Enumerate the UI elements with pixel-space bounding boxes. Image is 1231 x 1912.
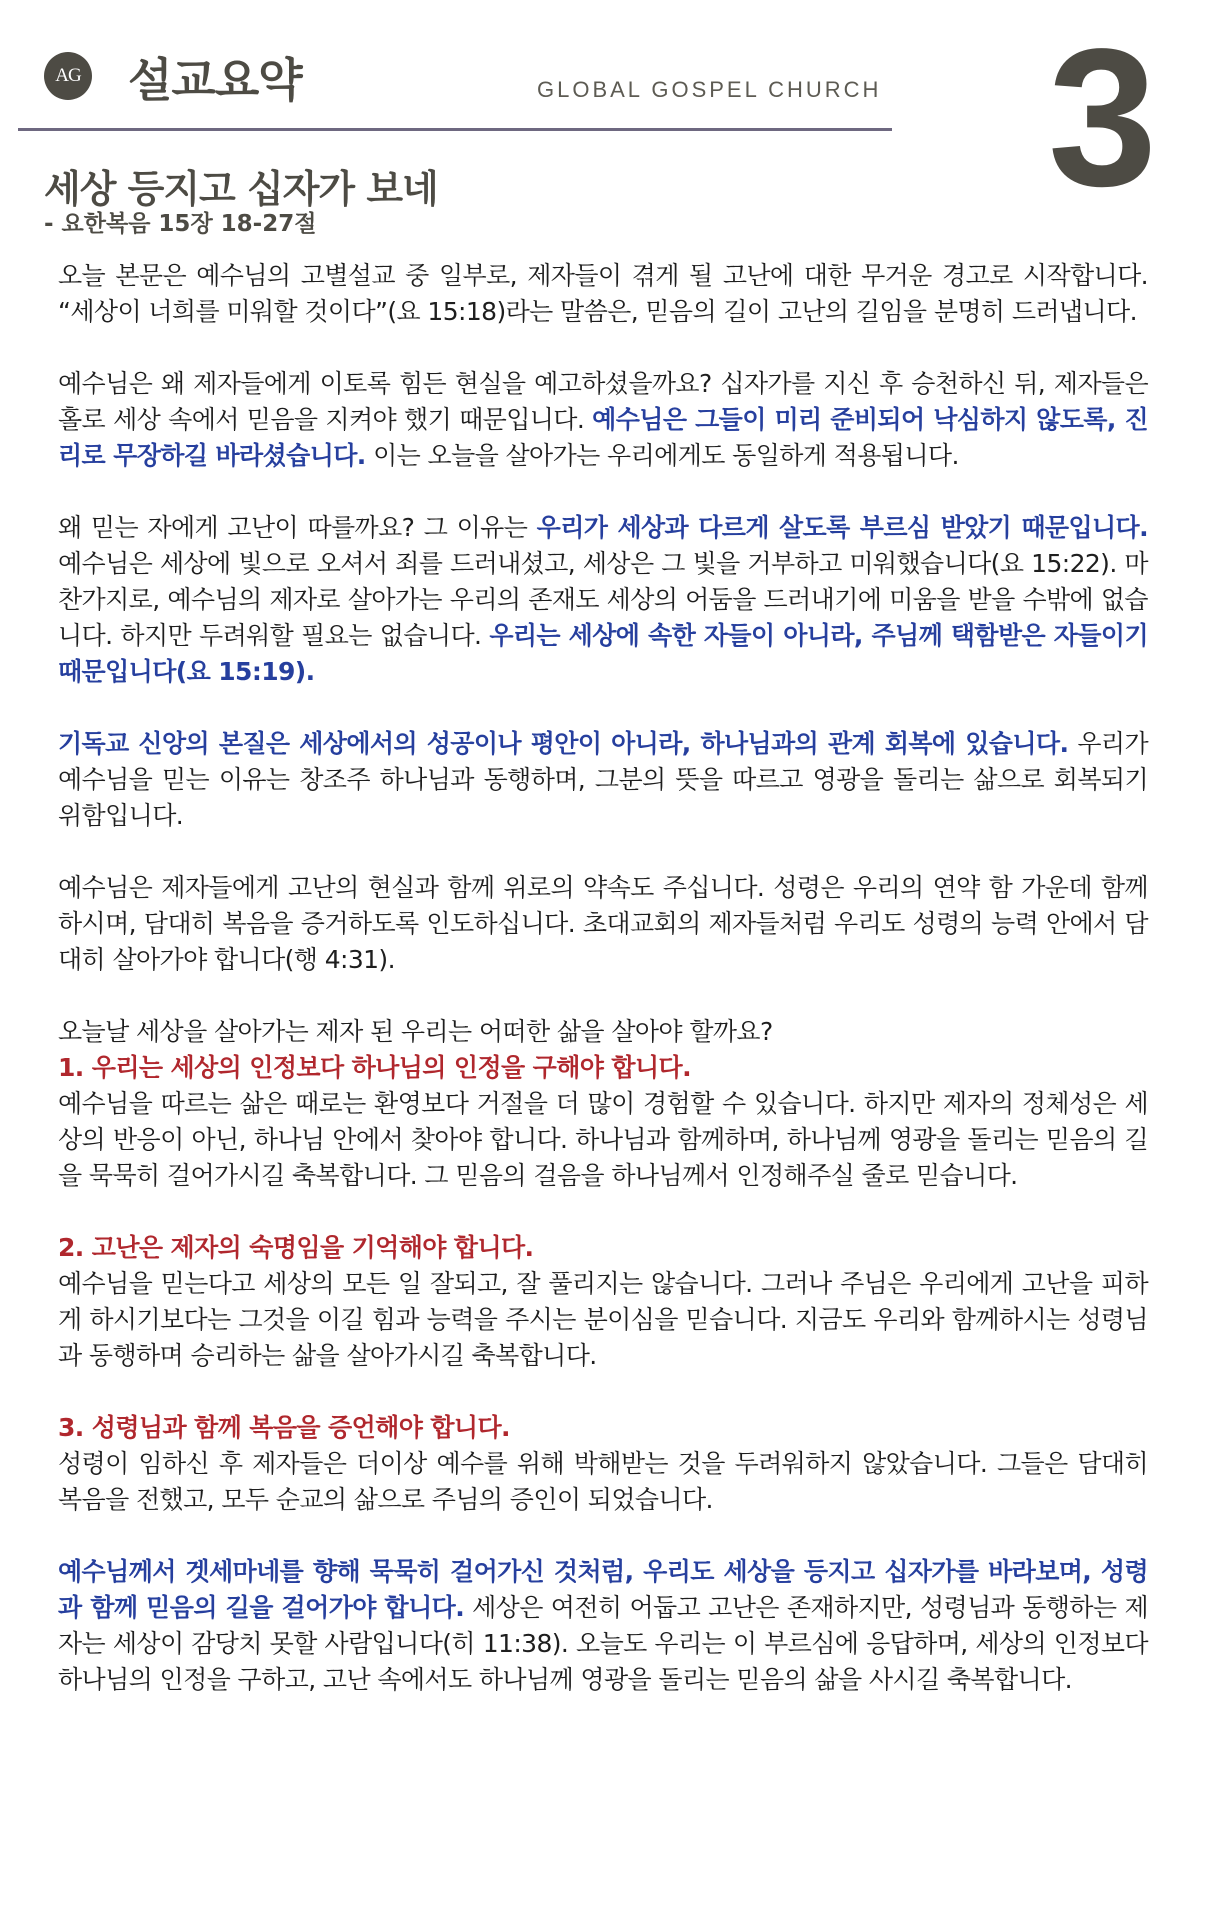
point-1-body (58, 1086, 1148, 1194)
point-3-body (58, 1446, 1148, 1518)
point-2-body (58, 1266, 1148, 1374)
paragraph-intro (58, 258, 1148, 330)
paragraph-question (58, 1014, 1148, 1050)
text: 세상은 여전히 어둡고 고난은 존재하지만, 성령님과 동행하는 제자는 세상이 감당치 못할 사람입니다(히 11:38). 오늘도 우리는 이 부르심에 응답하며, 세상의 인정보다 하나님의 인정을 구하고, 고난 속에서도 하나님께 영광을 돌리는 믿음의 삶을 사시길 축복합니다. (58, 1593, 1148, 1694)
paragraph-essence-of-faith (58, 726, 1148, 834)
emphasis-text: 우리는 세상에 속한 자들이 아니라, 주님께 택함받은 자들이기 때문입니다(요 15:19). (58, 621, 1148, 686)
text: 왜 믿는 자에게 고난이 따를까요? 그 이유는 (58, 513, 537, 542)
text: 오늘 본문은 예수님의 고별설교 중 일부로, 제자들이 겪게 될 고난에 대한 무거운 경고로 시작합니다. “세상이 너희를 미워할 것이다”(요 15:18)라는 말씀은, 믿음의 길이 고난의 길임을 분명히 드러냅니다. (58, 261, 1148, 326)
text: 오늘날 세상을 살아가는 제자 된 우리는 어떠한 삶을 살아야 할까요? (58, 1017, 773, 1046)
sermon-title: 세상 등지고 십자가 보네 (44, 167, 438, 211)
text: 예수님을 따르는 삶은 때로는 환영보다 거절을 더 많이 경험할 수 있습니다. 하지만 제자의 정체성은 세상의 반응이 아닌, 하나님 안에서 찾아야 합니다. 하나님과 함께하며, 하나님께 영광을 돌리는 믿음의 길을 묵묵히 걸어가시길 축복합니다. 그 믿음의 걸음을 하나님께서 인정해주실 줄로 믿습니다. (58, 1089, 1148, 1190)
point-1-heading: 1. 우리는 세상의 인정보다 하나님의 인정을 구해야 합니다. (58, 1053, 691, 1082)
emphasis-text: 기독교 신앙의 본질은 세상에서의 성공이나 평안이 아니라, 하나님과의 관계 회복에 있습니다. (58, 729, 1069, 758)
text: 이는 오늘을 살아가는 우리에게도 동일하게 적용됩니다. (365, 441, 959, 470)
paragraph-conclusion (58, 1554, 1148, 1698)
text: 예수님은 세상에 빛으로 오셔서 죄를 드러내셨고, 세상은 그 빛을 거부하고 미워했습니다(요 15:22). 마찬가지로, 예수님의 제자로 살아가는 우리의 존재도 세상의 어둠을 드러내기에 미움을 받을 수밖에 없습니다. 하지만 두려워할 필요는 없습니다. (58, 549, 1148, 650)
paragraph-why-suffering (58, 510, 1148, 690)
paragraph-comfort (58, 870, 1148, 978)
issue-number: 3 (1048, 8, 1158, 227)
sermon-body (58, 258, 1148, 1734)
page-title: 설교요약 (128, 53, 302, 107)
church-name: GLOBAL GOSPEL CHURCH (537, 77, 882, 102)
emphasis-text: 예수님은 그들이 미리 준비되어 낙심하지 않도록, 진리로 무장하길 바라셨습니다. (58, 405, 1148, 470)
header-divider (18, 128, 892, 131)
text: 우리가 예수님을 믿는 이유는 창조주 하나님과 동행하며, 그분의 뜻을 따르고 영광을 돌리는 삶으로 회복되기 위함입니다. (58, 729, 1149, 830)
text: 예수님을 믿는다고 세상의 모든 일 잘되고, 잘 풀리지는 않습니다. 그러나 주님은 우리에게 고난을 피하게 하시기보다는 그것을 이길 힘과 능력을 주시는 분이심을 믿습니다. 지금도 우리와 함께하시는 성령님과 동행하며 승리하는 삶을 살아가시길 축복합니다. (58, 1269, 1148, 1370)
text: 성령이 임하신 후 제자들은 더이상 예수를 위해 박해받는 것을 두려워하지 않았습니다. 그들은 담대히 복음을 전했고, 모두 순교의 삶으로 주님의 증인이 되었습니다. (58, 1449, 1148, 1514)
church-logo (44, 52, 92, 100)
text: 예수님은 왜 제자들에게 이토록 힘든 현실을 예고하셨을까요? 십자가를 지신 후 승천하신 뒤, 제자들은 홀로 세상 속에서 믿음을 지켜야 했기 때문입니다. (58, 369, 1148, 434)
logo-text: AG (55, 65, 81, 86)
point-2-heading: 2. 고난은 제자의 숙명임을 기억해야 합니다. (58, 1233, 534, 1262)
paragraph-why-warning (58, 366, 1148, 474)
emphasis-text: 예수님께서 겟세마네를 향해 묵묵히 걸어가신 것처럼, 우리도 세상을 등지고 십자가를 바라보며, 성령과 함께 믿음의 길을 걸어가야 합니다. (58, 1557, 1148, 1622)
scripture-reference: - 요한복음 15장 18-27절 (44, 211, 317, 237)
point-3-heading: 3. 성령님과 함께 복음을 증언해야 합니다. (58, 1413, 510, 1442)
emphasis-text: 우리가 세상과 다르게 살도록 부르심 받았기 때문입니다. (536, 513, 1149, 542)
text: 예수님은 제자들에게 고난의 현실과 함께 위로의 약속도 주십니다. 성령은 우리의 연약 함 가운데 함께하시며, 담대히 복음을 증거하도록 인도하십니다. 초대교회의 제자들처럼 우리도 성령의 능력 안에서 담대히 살아가야 합니다(행 4:31). (58, 873, 1148, 974)
